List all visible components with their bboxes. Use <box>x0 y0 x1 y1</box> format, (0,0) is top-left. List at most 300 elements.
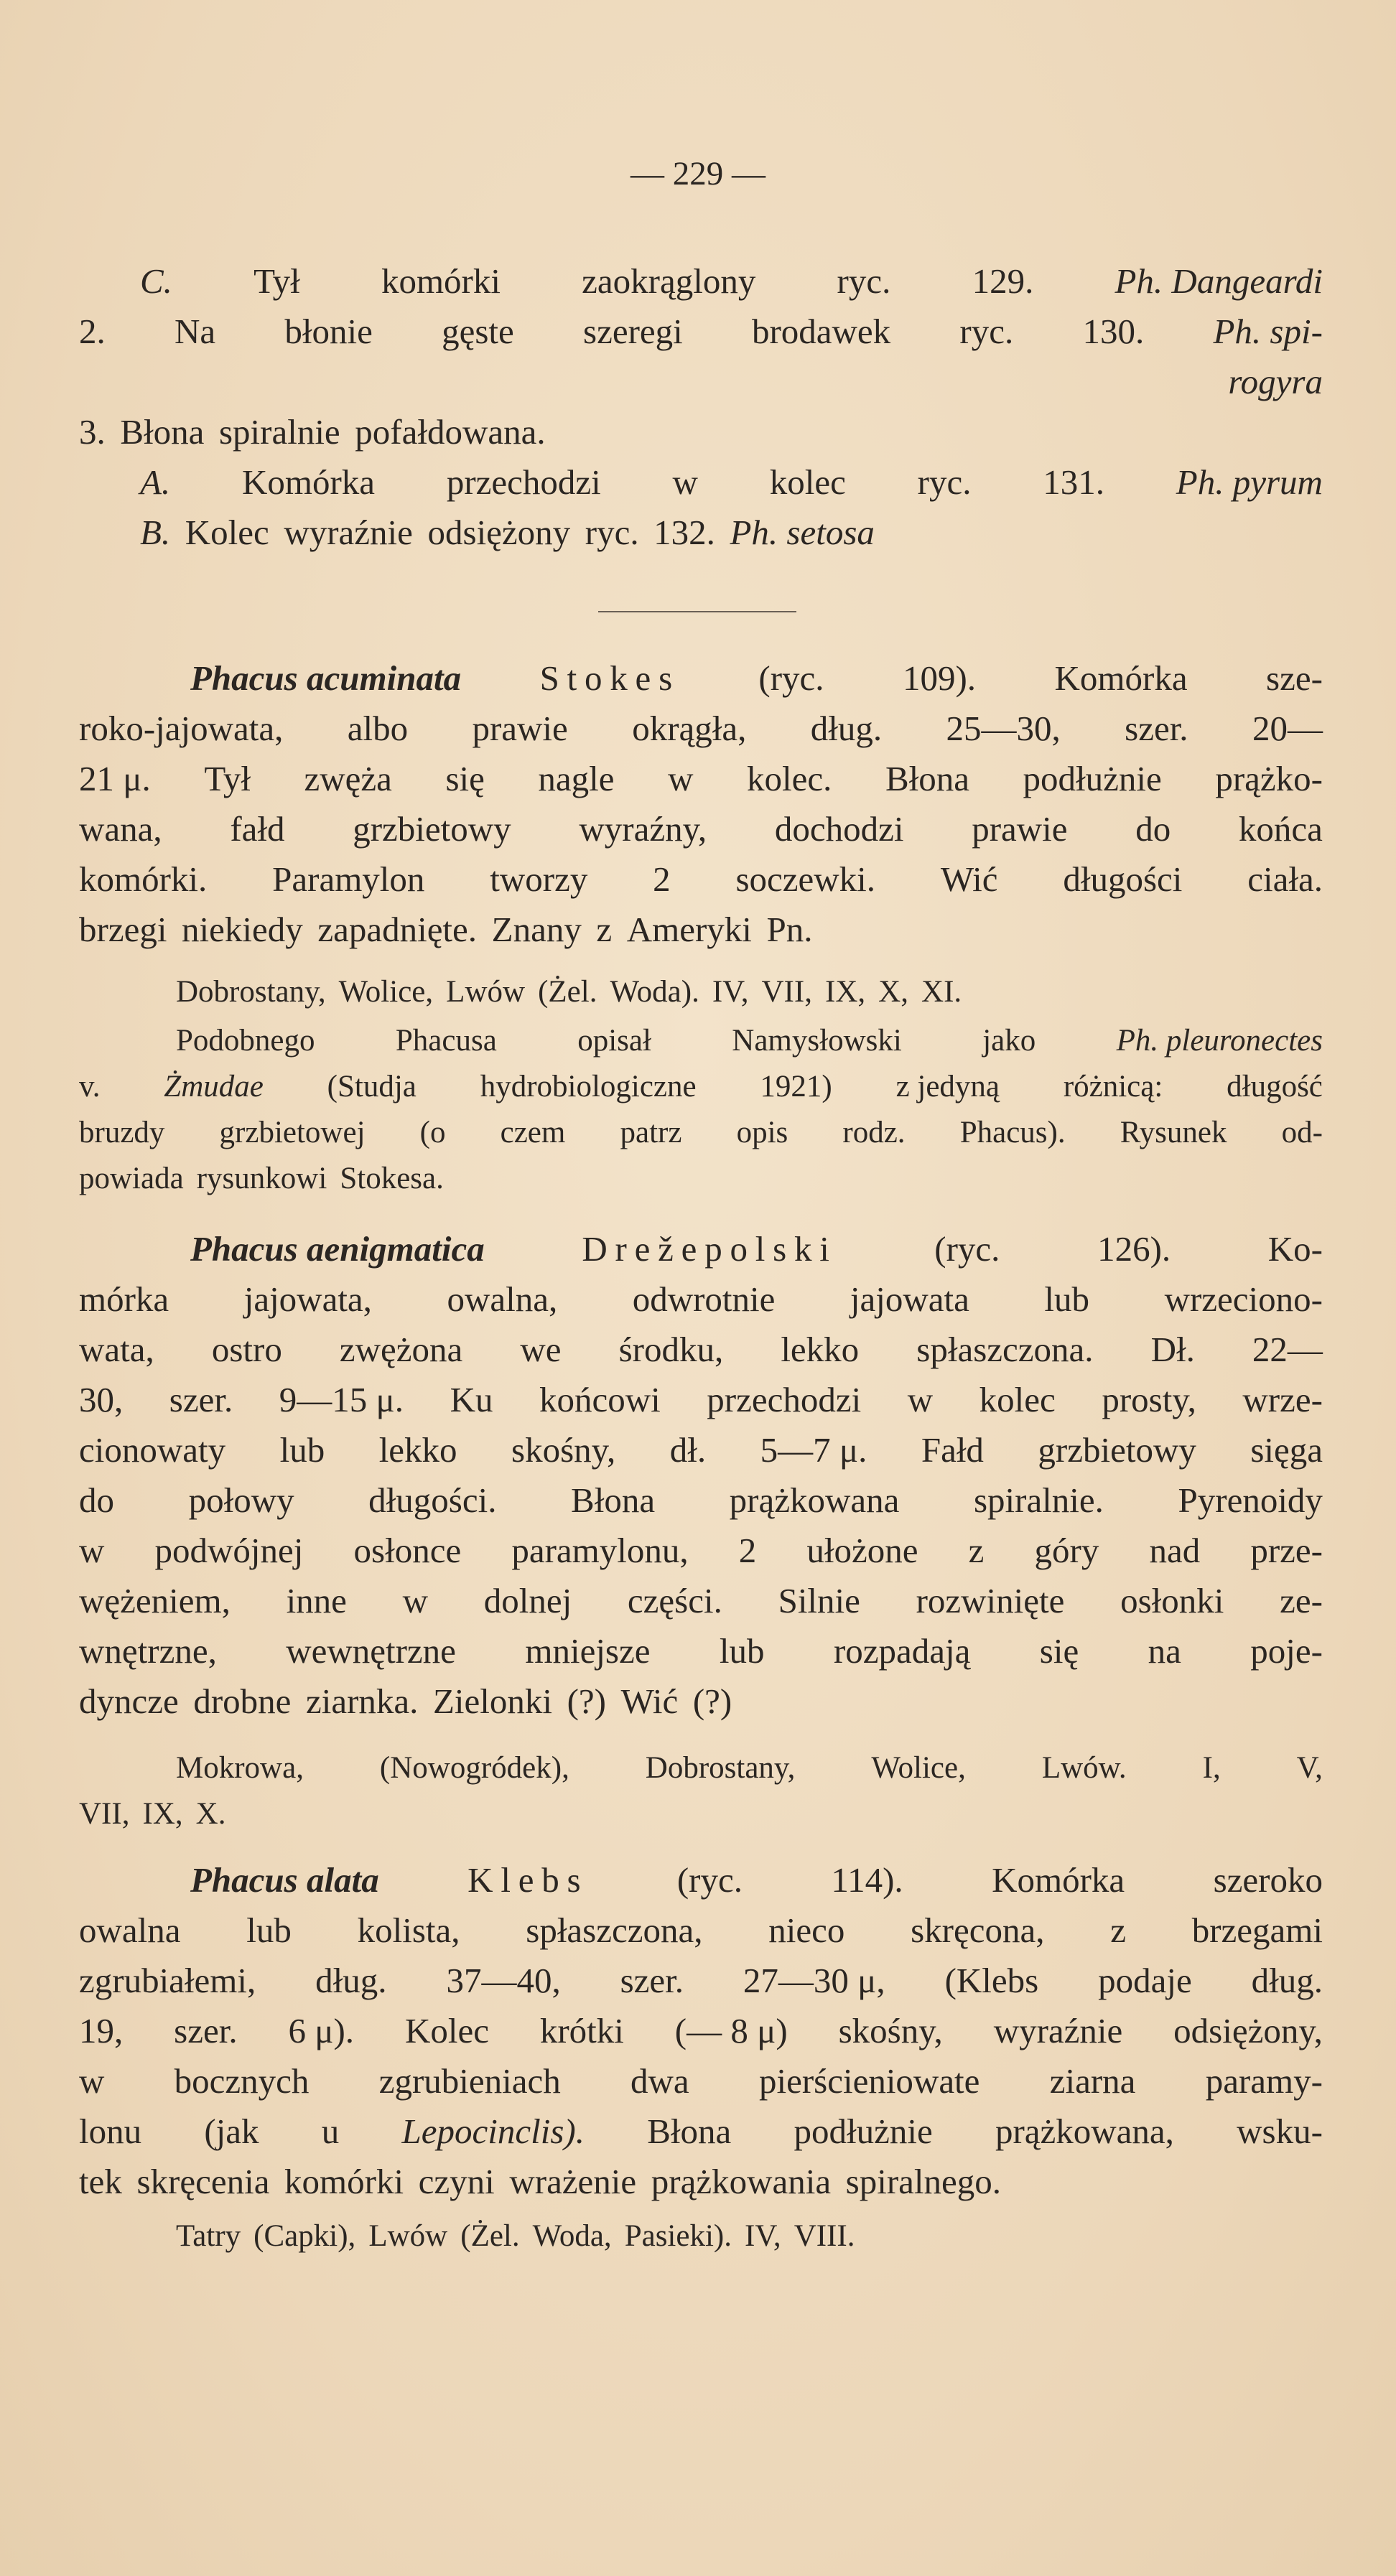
word: Woda, <box>532 2219 612 2253</box>
word: nieco <box>768 1910 845 1950</box>
word: Woda). <box>610 975 699 1009</box>
word: podaje <box>1098 1961 1192 2000</box>
text-line <box>79 307 1323 357</box>
word: dł. <box>669 1430 707 1470</box>
text-line <box>79 1745 1323 1791</box>
italic-word: Ph. pleuronectes <box>1116 1024 1323 1058</box>
word: (Studja <box>327 1070 417 1103</box>
word: dyncze <box>79 1681 179 1721</box>
word: grzbietowy <box>1038 1430 1196 1470</box>
word: Namysłowski <box>732 1024 902 1058</box>
word: tek <box>79 2162 122 2201</box>
word: szer. <box>174 2011 238 2050</box>
word: wyraźnie <box>993 2011 1123 2050</box>
section-divider <box>598 611 796 612</box>
word: (— 8 μ) <box>674 2011 788 2050</box>
word: Błona <box>885 759 969 798</box>
species-paragraph-aenigmatica <box>79 1224 1323 1727</box>
text-line <box>79 1325 1323 1375</box>
word: skośny, <box>511 1430 616 1470</box>
word: 3. <box>79 412 106 452</box>
word: szer. <box>169 1380 233 1419</box>
italic-word: Ph. Dangeardi <box>1115 261 1323 301</box>
word: IX, <box>142 1797 183 1831</box>
word: kolec <box>979 1380 1056 1419</box>
word: błonie <box>284 312 373 351</box>
word: gęste <box>442 312 514 351</box>
word: Tył <box>204 759 251 798</box>
word: odsiężony <box>427 513 571 552</box>
word: v. <box>79 1070 101 1103</box>
word: lub <box>246 1910 292 1950</box>
word: Phacus). <box>959 1116 1066 1149</box>
word: Pasieki). <box>624 2219 732 2253</box>
word: okrągła, <box>632 709 747 748</box>
word: bocznych <box>174 2061 310 2101</box>
word: dochodzi <box>774 809 904 849</box>
author-name: Stokes <box>539 658 680 698</box>
word: prosty, <box>1102 1380 1196 1419</box>
word: Ameryki <box>626 910 752 949</box>
text-line <box>79 407 1323 457</box>
word: X, <box>878 975 908 1009</box>
word: albo <box>347 709 409 748</box>
word: Paramylon <box>272 859 425 899</box>
word: szer. <box>1125 709 1188 748</box>
word: zwęża <box>304 759 392 798</box>
word: powiada <box>79 1162 184 1195</box>
word: Komórka <box>1054 658 1188 698</box>
text-line <box>79 1425 1323 1475</box>
word: VIII. <box>794 2219 855 2253</box>
word: V, <box>1296 1751 1323 1785</box>
word: mórka <box>79 1279 169 1319</box>
word: (Żel. <box>538 975 597 1009</box>
text-line <box>79 1905 1323 1956</box>
word: we <box>520 1330 562 1369</box>
word: różnicą: <box>1063 1070 1163 1103</box>
word: lub <box>1044 1279 1090 1319</box>
text-line <box>79 1224 1323 1274</box>
word: wyraźny, <box>579 809 707 849</box>
species-paragraph-alata <box>79 1855 1323 2207</box>
word: prążkowania <box>651 2162 832 2201</box>
text-line <box>79 704 1323 754</box>
word: zaokrąglony <box>582 261 756 301</box>
text-line <box>79 854 1323 905</box>
word: 130. <box>1082 312 1145 351</box>
word: Błona <box>571 1480 656 1520</box>
word: (ryc. <box>758 658 824 698</box>
word: IV, <box>712 975 749 1009</box>
word: ryc. <box>585 513 639 552</box>
word: wrzeciono- <box>1164 1279 1323 1319</box>
word: Dobrostany, <box>645 1751 796 1785</box>
word: (?) <box>692 1681 732 1721</box>
word: ryc. <box>837 261 891 301</box>
word: Wić <box>620 1681 679 1721</box>
word: Na <box>174 312 216 351</box>
word: Znany <box>491 910 582 949</box>
word: paramylonu, <box>511 1531 689 1570</box>
text-line <box>79 1110 1323 1156</box>
word: zgrubiałemi, <box>79 1961 256 2000</box>
word: Błona <box>647 2111 732 2151</box>
word: lub <box>279 1430 325 1470</box>
word: Błona <box>120 412 205 452</box>
word: szeroko <box>1213 1860 1323 1900</box>
word: do <box>1135 809 1171 849</box>
word: ułożone <box>806 1531 918 1570</box>
word: podłużnie <box>1023 759 1162 798</box>
word: ryc. <box>917 462 972 502</box>
word: ziarnka. <box>305 1681 419 1721</box>
word: się <box>445 759 485 798</box>
word: VII, <box>761 975 812 1009</box>
word: I, <box>1202 1751 1221 1785</box>
word: komórki <box>381 261 501 301</box>
word: góry <box>1034 1531 1099 1570</box>
word: owalna <box>79 1910 181 1950</box>
word: dolnej <box>483 1581 572 1620</box>
word: 5—7 μ. <box>760 1430 867 1470</box>
italic-word: Lepocinclis). <box>401 2111 585 2151</box>
word: 132. <box>653 513 715 552</box>
word: (Capki), <box>253 2219 356 2253</box>
word: IV, <box>745 2219 781 2253</box>
word: jako <box>982 1024 1036 1058</box>
word: rozwinięte <box>916 1581 1065 1620</box>
word: bruzdy <box>79 1116 165 1149</box>
italic-word: C. <box>140 261 172 301</box>
word: u <box>321 2111 340 2151</box>
text-line <box>79 256 1323 307</box>
word: ostro <box>211 1330 282 1369</box>
word: wyraźnie <box>284 513 413 552</box>
word: do <box>79 1480 114 1520</box>
word: Lwów <box>446 975 526 1009</box>
word: skręcona, <box>911 1910 1045 1950</box>
text-line <box>79 1855 1323 1905</box>
author-name: Klebs <box>467 1860 589 1900</box>
word: spłaszczona. <box>916 1330 1094 1369</box>
word: zapadnięte. <box>317 910 478 949</box>
text-line <box>79 1156 1323 1202</box>
word: mniejsze <box>525 1631 651 1671</box>
text-line <box>79 1626 1323 1676</box>
word: podłużnie <box>794 2111 933 2151</box>
word: nad <box>1149 1531 1201 1570</box>
text-line <box>79 2213 1323 2259</box>
word: 25—30, <box>946 709 1061 748</box>
italic-word: A. <box>140 462 171 502</box>
word: (Nowogródek), <box>379 1751 569 1785</box>
word: prawie <box>972 809 1068 849</box>
text-line <box>79 457 1323 508</box>
word: (?) <box>567 1681 606 1721</box>
word: sze- <box>1266 658 1323 698</box>
word: zgrubieniach <box>378 2061 561 2101</box>
species-paragraph-acuminata <box>79 653 1323 955</box>
word: w <box>672 462 698 502</box>
word: 37—40, <box>446 1961 561 2000</box>
word: skręcenia <box>136 2162 270 2201</box>
key-list <box>79 256 1323 558</box>
word: X. <box>195 1797 226 1831</box>
text-line <box>79 1064 1323 1110</box>
word: prążkowana, <box>995 2111 1174 2151</box>
locality-acuminata <box>79 969 1323 1015</box>
text-line <box>79 357 1323 407</box>
word: IX, <box>825 975 866 1009</box>
text-line <box>79 1526 1323 1576</box>
text-line <box>79 2106 1323 2157</box>
word: Lwów. <box>1041 1751 1127 1785</box>
word: z <box>596 910 613 949</box>
text-line <box>79 1274 1323 1325</box>
page-number: — 229 — <box>630 155 766 192</box>
word: prążkowana <box>729 1480 900 1520</box>
word: paramy- <box>1205 2061 1323 2101</box>
word: fałd <box>230 809 285 849</box>
word: środku, <box>618 1330 724 1369</box>
word: soczewki. <box>735 859 876 899</box>
word: Pn. <box>766 910 813 949</box>
word: wsku- <box>1237 2111 1323 2151</box>
word: 9—15 μ. <box>279 1380 404 1419</box>
text-line <box>79 2006 1323 2056</box>
word: szer. <box>620 1961 684 2000</box>
word: ziarna <box>1049 2061 1136 2101</box>
text-line <box>79 1791 1323 1837</box>
word: opisał <box>577 1024 651 1058</box>
word: patrz <box>620 1116 682 1149</box>
word: skośny, <box>838 2011 943 2050</box>
word: poje- <box>1250 1631 1323 1671</box>
word: grzbietowej <box>219 1116 366 1149</box>
word: (ryc. <box>934 1229 1000 1269</box>
word: kolec. <box>747 759 832 798</box>
word: długości <box>1063 859 1183 899</box>
word: kolec <box>769 462 846 502</box>
word: w <box>668 759 694 798</box>
word: (Żel. <box>460 2219 520 2253</box>
word: zwężona <box>339 1330 463 1369</box>
word: 109). <box>902 658 977 698</box>
word: spiralnie <box>218 412 340 452</box>
word: w <box>79 1531 105 1570</box>
word: osłonki <box>1120 1581 1224 1620</box>
word: niekiedy <box>182 910 303 949</box>
word: 2 <box>653 859 671 899</box>
word: XI. <box>921 975 962 1009</box>
word: Rysunek <box>1120 1116 1227 1149</box>
word: 27—30 μ, <box>743 1961 885 2000</box>
word: spłaszczona, <box>526 1910 703 1950</box>
word: jajowata, <box>243 1279 372 1319</box>
word: przechodzi <box>446 462 601 502</box>
word: tworzy <box>490 859 588 899</box>
italic-word: Żmudae <box>164 1070 264 1103</box>
word: jajowata <box>850 1279 969 1319</box>
text-line <box>79 653 1323 704</box>
text-line <box>79 905 1323 955</box>
word: VII, <box>79 1797 130 1831</box>
word: dług. <box>810 709 883 748</box>
word: odsiężony, <box>1173 2011 1323 2050</box>
word: Tył <box>253 261 300 301</box>
word: Dobrostany, <box>176 975 326 1009</box>
text-line <box>79 969 1323 1015</box>
word: rodz. <box>842 1116 906 1149</box>
word: w <box>907 1380 934 1419</box>
word: ciała. <box>1247 859 1323 899</box>
word: czyni <box>418 2162 495 2201</box>
word: się <box>1039 1631 1079 1671</box>
species-name: Phacus acuminata <box>190 658 462 698</box>
word: z jedyną <box>895 1070 1000 1103</box>
word: 1921) <box>760 1070 832 1103</box>
word: długości. <box>368 1480 497 1520</box>
word: końcowi <box>539 1380 661 1419</box>
author-name: Drežepolski <box>582 1229 837 1269</box>
word: hydrobiologiczne <box>480 1070 697 1103</box>
word: Silnie <box>778 1581 860 1620</box>
word: brzegami <box>1191 1910 1323 1950</box>
word: przechodzi <box>707 1380 862 1419</box>
word: opis <box>736 1116 788 1149</box>
word: Wić <box>940 859 998 899</box>
word: Podobnego <box>176 1024 315 1058</box>
word: wnętrzne, <box>79 1631 217 1671</box>
word: lonu <box>79 2111 142 2151</box>
italic-word: B. <box>140 513 171 552</box>
word: podwójnej <box>154 1531 304 1570</box>
text-line <box>79 1018 1323 1064</box>
locality-alata <box>79 2213 1323 2259</box>
word: długość <box>1227 1070 1323 1103</box>
note-acuminata <box>79 1018 1323 1202</box>
word: Wolice, <box>871 1751 966 1785</box>
word: 20— <box>1252 709 1323 748</box>
word: grzbietowy <box>353 809 511 849</box>
word: Komórka <box>992 1860 1125 1900</box>
text-line <box>79 1576 1323 1626</box>
word: z <box>1110 1910 1126 1950</box>
word: wata, <box>79 1330 154 1369</box>
text-line <box>79 2056 1323 2106</box>
word: krótki <box>539 2011 624 2050</box>
word: czem <box>500 1116 566 1149</box>
word: brodawek <box>751 312 891 351</box>
word: rysunkowi <box>196 1162 327 1195</box>
word: w <box>402 1581 429 1620</box>
word: Pyrenoidy <box>1178 1480 1323 1520</box>
word: kolista, <box>357 1910 460 1950</box>
text-line <box>79 1956 1323 2006</box>
word: na <box>1148 1631 1181 1671</box>
word: z <box>968 1531 985 1570</box>
word: roko-jajowata, <box>79 709 284 748</box>
italic-word: Ph. pyrum <box>1176 462 1323 502</box>
word: 131. <box>1043 462 1104 502</box>
text-line <box>79 2157 1323 2207</box>
word: cionowaty <box>79 1430 226 1470</box>
word: inne <box>286 1581 347 1620</box>
word: odwrotnie <box>632 1279 776 1319</box>
word: lekko <box>378 1430 457 1470</box>
word: osłonce <box>353 1531 462 1570</box>
word: spiralnego. <box>845 2162 1002 2201</box>
word: 2 <box>738 1531 757 1570</box>
word: Mokrowa, <box>176 1751 304 1785</box>
word: szeregi <box>583 312 683 351</box>
word: części. <box>627 1581 722 1620</box>
word: 114). <box>831 1860 903 1900</box>
word: 19, <box>79 2011 124 2050</box>
locality-aenigmatica <box>79 1745 1323 1837</box>
word: wrażenie <box>509 2162 637 2201</box>
word: (o <box>419 1116 446 1149</box>
text-line <box>79 1676 1323 1727</box>
word: połowy <box>188 1480 294 1520</box>
word: dług. <box>315 1961 387 2000</box>
italic-word: Ph. spi- <box>1213 312 1323 351</box>
word: wrze- <box>1242 1380 1323 1419</box>
word: dług. <box>1251 1961 1323 2000</box>
word: Komórka <box>241 462 376 502</box>
word: 2. <box>79 312 106 351</box>
word: Kolec <box>404 2011 489 2050</box>
word: Fałd <box>921 1430 984 1470</box>
word: brzegi <box>79 910 167 949</box>
word: owalna, <box>447 1279 558 1319</box>
word: końca <box>1238 809 1323 849</box>
word: 126). <box>1097 1229 1171 1269</box>
word: ryc. <box>959 312 1014 351</box>
word: 21 μ. <box>79 759 151 798</box>
species-name: Phacus aenigmatica <box>190 1229 485 1269</box>
word: lub <box>719 1631 765 1671</box>
word: (ryc. <box>676 1860 743 1900</box>
word: wana, <box>79 809 162 849</box>
word: lekko <box>781 1330 860 1369</box>
word: Dł. <box>1150 1330 1195 1369</box>
word: Wolice, <box>338 975 434 1009</box>
word: spiralnie. <box>973 1480 1104 1520</box>
text-line <box>79 1375 1323 1425</box>
word: pierścieniowate <box>758 2061 980 2101</box>
word: od- <box>1281 1116 1323 1149</box>
word: Tatry <box>176 2219 241 2253</box>
word: dwa <box>630 2061 689 2101</box>
word: Stokesa. <box>340 1162 444 1195</box>
word: rozpadają <box>833 1631 971 1671</box>
italic-word: rogyra <box>1228 362 1323 401</box>
italic-word: Ph. setosa <box>730 513 875 552</box>
word: Ku <box>450 1380 493 1419</box>
word: Kolec <box>185 513 269 552</box>
word: Zielonki <box>433 1681 553 1721</box>
word: ze- <box>1280 1581 1323 1620</box>
word: nagle <box>538 759 615 798</box>
word: wężeniem, <box>79 1581 231 1620</box>
word: Phacusa <box>395 1024 497 1058</box>
word: Lwów <box>368 2219 448 2253</box>
word: (Klebs <box>944 1961 1039 2000</box>
word: komórki <box>284 2162 404 2201</box>
word: 129. <box>972 261 1034 301</box>
